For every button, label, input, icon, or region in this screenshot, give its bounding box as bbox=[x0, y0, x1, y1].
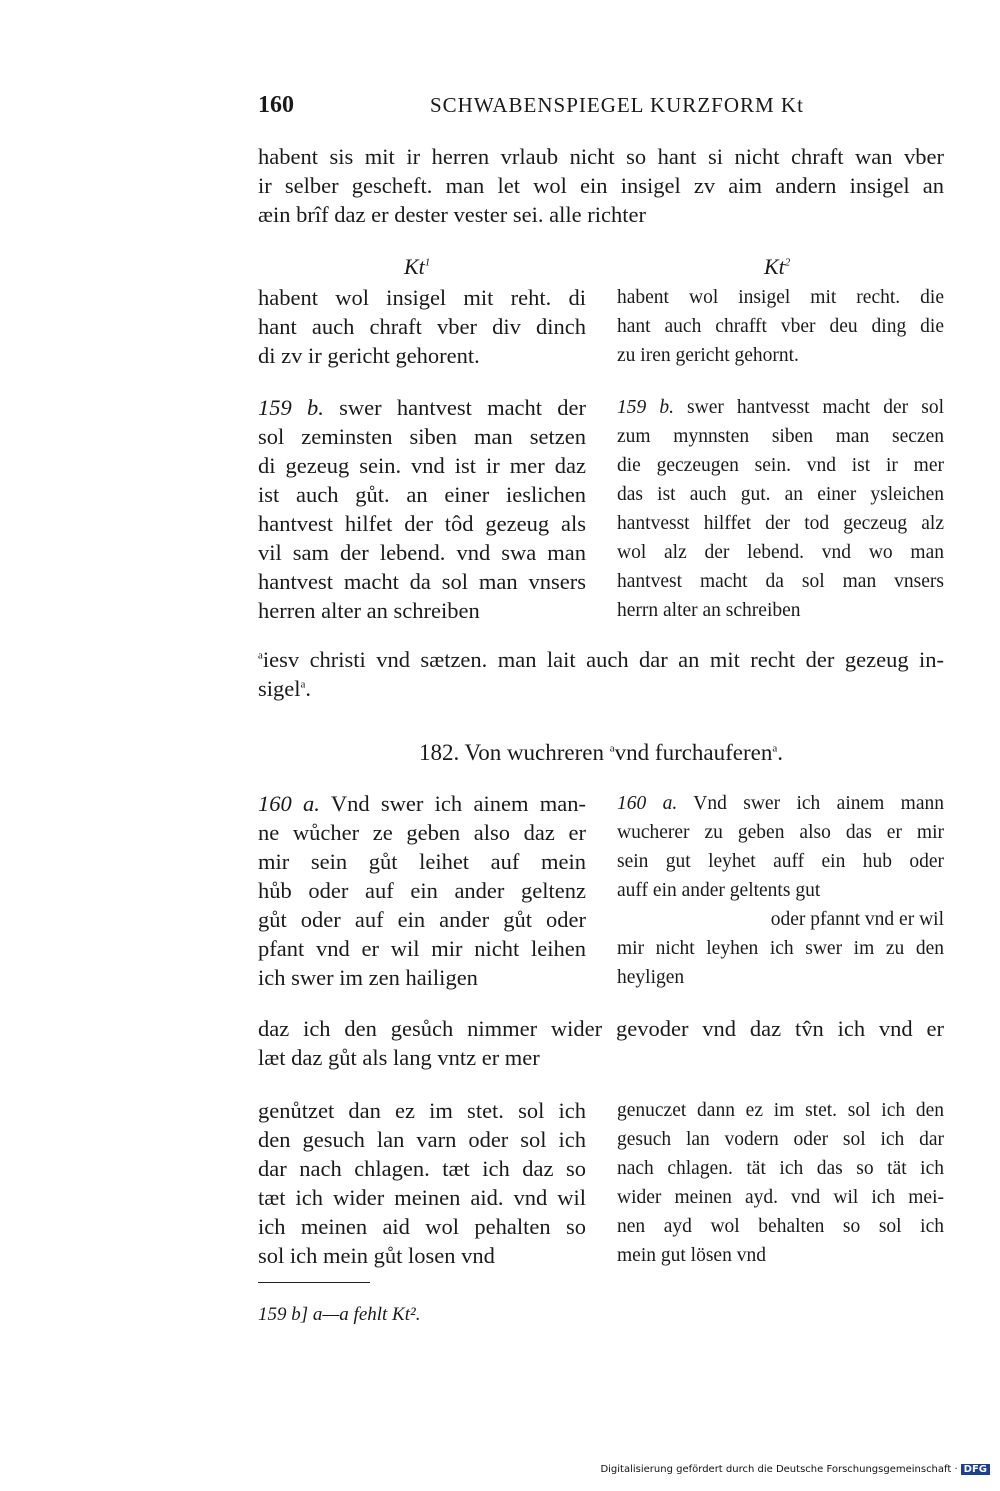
text-line: den gesuch lan varn oder sol ich bbox=[258, 1127, 586, 1152]
siglum-sup: 2 bbox=[784, 256, 791, 269]
text-line: nen ayd wol behalten so sol ich bbox=[617, 1216, 944, 1237]
text-line: hantvest macht da sol man vnsers bbox=[617, 571, 944, 592]
text-line bbox=[258, 674, 944, 703]
block1-right bbox=[617, 283, 944, 370]
text-line: heyligen bbox=[617, 967, 685, 988]
running-title: SCHWABENSPIEGEL KURZFORM Kt bbox=[430, 93, 804, 117]
paragraph-number: 160 a. bbox=[617, 793, 678, 814]
text-span: Vnd swer ich ainem mann bbox=[677, 793, 945, 814]
text-line: hůb oder auf ein ander geltenz bbox=[258, 878, 586, 903]
text-span: Vnd swer ich ainem man- bbox=[319, 791, 586, 816]
text-span: swer hantvest macht der bbox=[323, 395, 587, 420]
text-line bbox=[258, 393, 586, 422]
text-line: wider meinen ayd. vnd wil ich mei- bbox=[617, 1187, 944, 1208]
text-line: genůtzet dan ez im stet. sol ich bbox=[258, 1098, 586, 1123]
text-line: sein gut leyhet auff ein hub oder bbox=[617, 851, 944, 872]
block2-right bbox=[617, 393, 944, 625]
text-line: ich swer im zen hailigen bbox=[258, 965, 478, 990]
apparatus-mark: a bbox=[772, 742, 778, 755]
siglum-text: Kt bbox=[764, 254, 785, 279]
text-line: ist auch gůt. an einer ieslichen bbox=[258, 482, 586, 507]
block3-right bbox=[617, 789, 944, 992]
dfg-logo: DFG bbox=[961, 1464, 990, 1475]
text-line: wucherer zu geben also das er mir bbox=[617, 822, 944, 843]
text-line: daz ich den gesůch nimmer wider gevoder vnd daz tv̂n ich vnd er bbox=[258, 1016, 944, 1041]
text-line: herrn alter an schreiben bbox=[617, 600, 801, 621]
text-line: die geczeugen sein. vnd ist ir mer bbox=[617, 455, 944, 476]
text-line bbox=[258, 789, 586, 818]
paragraph-number: 159 b. bbox=[617, 397, 674, 418]
text-line bbox=[617, 393, 944, 422]
text-span: iesv christi vnd sætzen. man lait auch dar an mit recht der gezeug in- bbox=[262, 647, 944, 672]
section-number: 182. bbox=[418, 740, 460, 765]
mid-paragraph bbox=[258, 645, 944, 703]
text-line: mir sein gůt leihet auf mein bbox=[258, 849, 586, 874]
text-line: sol ich mein gůt losen vnd bbox=[258, 1243, 495, 1268]
text-line: auff ein ander geltents gut bbox=[617, 880, 821, 901]
page-number: 160 bbox=[258, 92, 294, 118]
text-span: sigel bbox=[258, 676, 301, 701]
text-line: læt daz gůt als lang vntz er mer bbox=[258, 1045, 540, 1070]
apparatus-mark: a bbox=[609, 742, 615, 755]
text-line: mir nicht leyhen ich swer im zu den bbox=[617, 938, 944, 959]
text-line: gesuch lan vodern oder sol ich dar bbox=[617, 1129, 944, 1150]
text-line: herren alter an schreiben bbox=[258, 598, 480, 623]
block4-left bbox=[258, 1096, 586, 1270]
text-line: sol zeminsten siben man setzen bbox=[258, 424, 586, 449]
text-line bbox=[617, 789, 944, 818]
intro-paragraph bbox=[258, 142, 944, 229]
block4-right bbox=[617, 1096, 944, 1270]
apparatus-mark: a bbox=[300, 678, 306, 691]
text-line: das ist auch gut. an einer ysleichen bbox=[617, 484, 944, 505]
text-line: ir selber gescheft. man let wol ein insigel zv aim andern insigel an bbox=[258, 173, 944, 198]
block2-left bbox=[258, 393, 586, 625]
joint-paragraph bbox=[258, 1014, 944, 1072]
text-line: genuczet dann ez im stet. sol ich den bbox=[617, 1100, 944, 1121]
text-line: nach chlagen. tät ich das so tät ich bbox=[617, 1158, 944, 1179]
text-line: habent wol insigel mit reht. di bbox=[258, 285, 586, 310]
siglum-text: Kt bbox=[404, 254, 425, 279]
funding-text: Digitalisierung gefördert durch die Deutsche Forschungsgemeinschaft · bbox=[600, 1464, 958, 1475]
footnote-rule bbox=[258, 1282, 370, 1283]
text-line: pfant vnd er wil mir nicht leihen bbox=[258, 936, 586, 961]
text-line: habent sis mit ir herren vrlaub nicht so hant si nicht chraft wan vber bbox=[258, 144, 944, 169]
text-line: wol alz der lebend. vnd wo man bbox=[617, 542, 944, 563]
siglum-sup: 1 bbox=[424, 256, 431, 269]
text-line: zu iren gericht gehornt. bbox=[617, 345, 799, 366]
footnote: 159 b] a—a fehlt Kt². bbox=[258, 1304, 421, 1325]
text-span: . bbox=[305, 676, 312, 701]
funding-notice bbox=[600, 1464, 990, 1475]
text-line: hant auch chrafft vber deu ding die bbox=[617, 316, 944, 337]
block3-left bbox=[258, 789, 586, 992]
text-line: hant auch chraft vber div dinch bbox=[258, 314, 586, 339]
text-line: di zv ir gericht gehorent. bbox=[258, 343, 480, 368]
heading-text: . bbox=[777, 740, 784, 765]
apparatus-mark: a bbox=[258, 649, 263, 662]
section-heading bbox=[258, 738, 944, 767]
text-line: mein gut lösen vnd bbox=[617, 1245, 766, 1266]
text-line: ich meinen aid wol pehalten so bbox=[258, 1214, 586, 1239]
text-line: hantvest macht da sol man vnsers bbox=[258, 569, 586, 594]
paragraph-number: 160 a. bbox=[258, 791, 320, 816]
heading-text: Von wuchreren bbox=[459, 740, 610, 765]
siglum-right bbox=[764, 254, 790, 280]
text-line bbox=[258, 645, 944, 674]
heading-text: vnd furchauferen bbox=[614, 740, 773, 765]
text-line: dar nach chlagen. tæt ich daz so bbox=[258, 1156, 586, 1181]
text-line: zum mynnsten siben man seczen bbox=[617, 426, 944, 447]
paragraph-number: 159 b. bbox=[258, 395, 324, 420]
siglum-left bbox=[404, 254, 430, 280]
text-line: oder pfannt vnd er wil bbox=[770, 909, 944, 930]
text-line: habent wol insigel mit recht. die bbox=[617, 287, 944, 308]
block1-left bbox=[258, 283, 586, 370]
text-line: hantvesst hilffet der tod geczeug alz bbox=[617, 513, 944, 534]
text-line: gůt oder auf ein ander gůt oder bbox=[258, 907, 586, 932]
text-line: vil sam der lebend. vnd swa man bbox=[258, 540, 586, 565]
text-line: tæt ich wider meinen aid. vnd wil bbox=[258, 1185, 586, 1210]
text-line: hantvest hilfet der tôd gezeug als bbox=[258, 511, 586, 536]
text-span: swer hantvesst macht der sol bbox=[673, 397, 944, 418]
text-line: æin brîf daz er dester vester sei. alle richter bbox=[258, 202, 646, 227]
text-line: di gezeug sein. vnd ist ir mer daz bbox=[258, 453, 586, 478]
text-line: ne wůcher ze geben also daz er bbox=[258, 820, 586, 845]
